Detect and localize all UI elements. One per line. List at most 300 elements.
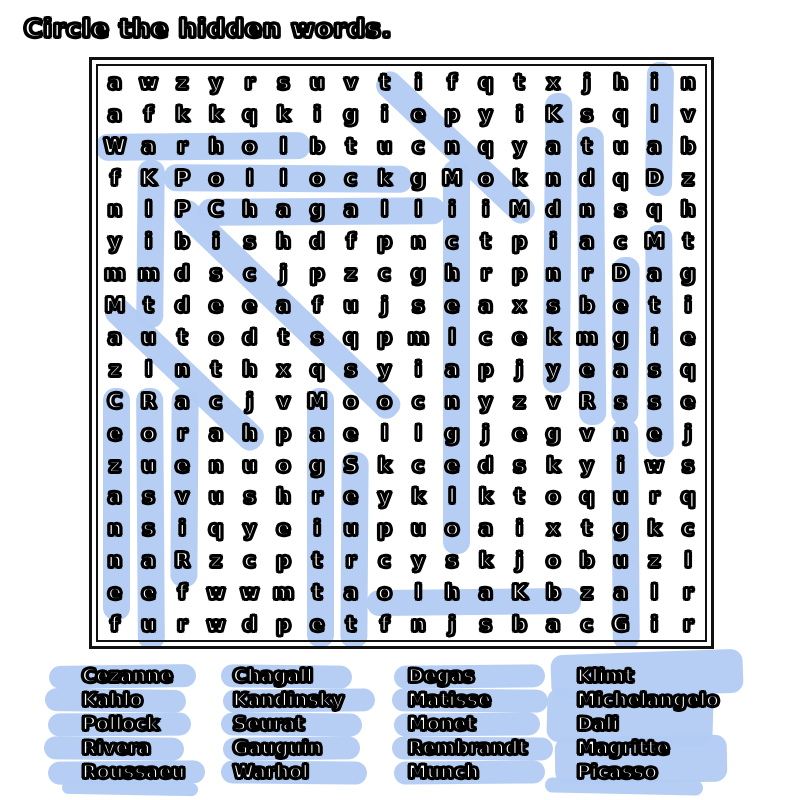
grid-cell[interactable]: e: [445, 293, 459, 318]
grid-cell[interactable]: e: [445, 452, 459, 477]
grid-cell[interactable]: u: [343, 293, 359, 318]
grid-cell[interactable]: v: [546, 388, 560, 413]
grid-cell[interactable]: t: [649, 293, 660, 318]
grid-cell[interactable]: t: [346, 612, 356, 637]
grid-cell[interactable]: g: [343, 101, 359, 126]
grid-cell[interactable]: o: [209, 325, 223, 350]
grid-cell[interactable]: s: [682, 452, 695, 477]
grid-cell[interactable]: n: [107, 548, 122, 573]
grid-cell[interactable]: s: [648, 388, 661, 413]
grid-cell[interactable]: e: [310, 612, 324, 637]
grid-cell[interactable]: t: [683, 229, 693, 254]
grid-cell[interactable]: u: [613, 133, 628, 158]
grid-cell[interactable]: l: [381, 197, 389, 222]
grid-cell[interactable]: d: [242, 325, 257, 350]
grid-cell[interactable]: M: [442, 165, 463, 190]
grid-cell[interactable]: R: [174, 548, 190, 573]
grid-cell[interactable]: u: [310, 69, 325, 94]
grid-cell[interactable]: a: [141, 548, 156, 573]
grid-cell[interactable]: l: [414, 197, 422, 222]
grid-cell[interactable]: c: [243, 261, 256, 286]
grid-cell[interactable]: e: [411, 101, 426, 126]
grid-cell[interactable]: u: [411, 516, 426, 541]
grid-cell[interactable]: M: [509, 197, 530, 222]
grid-cell[interactable]: t: [211, 356, 221, 381]
grid-cell[interactable]: a: [310, 420, 324, 445]
grid-cell[interactable]: v: [344, 69, 358, 94]
grid-cell[interactable]: P: [174, 197, 190, 222]
grid-cell[interactable]: i: [381, 101, 389, 126]
grid-cell[interactable]: t: [379, 69, 390, 94]
grid-cell[interactable]: y: [479, 101, 493, 126]
grid-cell[interactable]: o: [310, 165, 325, 190]
grid-cell[interactable]: h: [444, 261, 460, 286]
grid-cell[interactable]: K: [511, 580, 528, 605]
grid-cell[interactable]: j: [516, 356, 523, 381]
grid-cell[interactable]: i: [414, 356, 422, 381]
grid-cell[interactable]: t: [278, 325, 289, 350]
grid-cell[interactable]: a: [647, 261, 662, 286]
grid-cell[interactable]: s: [311, 325, 324, 350]
grid-cell[interactable]: M: [104, 293, 125, 318]
grid-cell[interactable]: l: [246, 165, 254, 190]
grid-cell[interactable]: z: [109, 356, 121, 381]
word-list-item[interactable]: Warhol: [233, 761, 309, 783]
grid-cell[interactable]: v: [580, 420, 594, 445]
grid-cell[interactable]: u: [141, 612, 156, 637]
grid-cell[interactable]: s: [243, 484, 256, 509]
grid-cell[interactable]: g: [411, 165, 426, 190]
grid-cell[interactable]: p: [478, 356, 493, 381]
grid-cell[interactable]: r: [582, 261, 592, 286]
grid-cell[interactable]: s: [142, 484, 155, 509]
grid-cell[interactable]: p: [512, 261, 527, 286]
grid-cell[interactable]: i: [482, 197, 490, 222]
word-list-item[interactable]: Kahlo: [82, 689, 143, 711]
grid-cell[interactable]: o: [377, 388, 392, 413]
grid-cell[interactable]: n: [208, 452, 224, 477]
grid-cell[interactable]: o: [546, 484, 561, 509]
grid-cell[interactable]: t: [514, 484, 525, 509]
grid-cell[interactable]: D: [646, 165, 663, 190]
grid-cell[interactable]: b: [579, 548, 595, 573]
grid-cell[interactable]: t: [582, 516, 592, 541]
grid-cell[interactable]: m: [407, 325, 429, 350]
grid-cell[interactable]: h: [242, 197, 257, 222]
word-list-item[interactable]: Picasso: [577, 761, 658, 783]
grid-cell[interactable]: k: [647, 516, 662, 541]
grid-cell[interactable]: u: [242, 452, 257, 477]
grid-cell[interactable]: f: [346, 229, 356, 254]
grid-cell[interactable]: i: [516, 516, 523, 541]
grid-cell[interactable]: l: [280, 133, 287, 158]
grid-cell[interactable]: y: [108, 229, 122, 254]
grid-cell[interactable]: q: [647, 197, 662, 222]
grid-cell[interactable]: l: [684, 548, 692, 573]
grid-cell[interactable]: a: [344, 580, 358, 605]
grid-cell[interactable]: x: [546, 69, 560, 94]
word-list-item[interactable]: Munch: [408, 761, 479, 783]
grid-cell[interactable]: s: [513, 452, 526, 477]
word-list-item[interactable]: Seurat: [233, 713, 305, 735]
grid-cell[interactable]: d: [546, 197, 561, 222]
grid-cell[interactable]: c: [378, 261, 391, 286]
word-list-item[interactable]: Chagall: [233, 665, 313, 687]
grid-cell[interactable]: l: [414, 420, 422, 445]
grid-cell[interactable]: c: [581, 612, 593, 637]
grid-cell[interactable]: a: [108, 325, 122, 350]
word-list-item[interactable]: Rivera: [82, 737, 151, 759]
grid-cell[interactable]: l: [381, 420, 389, 445]
grid-cell[interactable]: h: [276, 229, 291, 254]
word-list-item[interactable]: Michelangelo: [577, 689, 720, 711]
grid-cell[interactable]: a: [344, 197, 358, 222]
grid-cell[interactable]: n: [613, 420, 628, 445]
grid-cell[interactable]: i: [145, 229, 152, 254]
grid-cell[interactable]: y: [378, 356, 392, 381]
grid-cell[interactable]: i: [549, 229, 557, 254]
grid-cell[interactable]: n: [546, 165, 561, 190]
grid-cell[interactable]: i: [650, 612, 658, 637]
grid-cell[interactable]: z: [210, 548, 222, 573]
grid-cell[interactable]: k: [546, 325, 560, 350]
grid-cell[interactable]: q: [613, 101, 628, 126]
grid-cell[interactable]: n: [107, 516, 122, 541]
grid-cell[interactable]: r: [312, 484, 323, 509]
grid-cell[interactable]: f: [177, 580, 187, 605]
grid-cell[interactable]: q: [208, 516, 224, 541]
grid-cell[interactable]: y: [411, 548, 425, 573]
grid-cell[interactable]: w: [645, 452, 664, 477]
grid-cell[interactable]: s: [614, 388, 627, 413]
grid-cell[interactable]: d: [242, 612, 257, 637]
grid-cell[interactable]: i: [448, 197, 456, 222]
grid-cell[interactable]: c: [210, 388, 222, 413]
grid-cell[interactable]: s: [344, 356, 357, 381]
grid-cell[interactable]: n: [411, 229, 426, 254]
word-list-item[interactable]: Roussaeu: [82, 761, 186, 783]
grid-cell[interactable]: s: [581, 101, 593, 126]
word-list-item[interactable]: Kandinsky: [233, 689, 345, 711]
grid-cell[interactable]: z: [648, 548, 661, 573]
grid-cell[interactable]: g: [546, 420, 561, 445]
grid-cell[interactable]: u: [141, 325, 156, 350]
grid-cell[interactable]: C: [107, 388, 123, 413]
grid-cell[interactable]: z: [682, 165, 694, 190]
grid-cell[interactable]: e: [242, 293, 257, 318]
grid-cell[interactable]: o: [377, 580, 392, 605]
grid-cell[interactable]: n: [411, 612, 426, 637]
grid-cell[interactable]: f: [110, 165, 120, 190]
grid-cell[interactable]: e: [276, 516, 291, 541]
grid-cell[interactable]: i: [650, 69, 658, 94]
grid-cell[interactable]: t: [481, 229, 491, 254]
grid-cell[interactable]: y: [512, 133, 527, 158]
grid-cell[interactable]: h: [613, 69, 628, 94]
grid-cell[interactable]: b: [680, 133, 696, 158]
grid-cell[interactable]: g: [411, 261, 426, 286]
grid-cell[interactable]: l: [145, 356, 152, 381]
grid-cell[interactable]: q: [343, 325, 359, 350]
grid-cell[interactable]: o: [209, 165, 223, 190]
grid-cell[interactable]: e: [580, 356, 594, 381]
grid-cell[interactable]: k: [377, 165, 392, 190]
grid-cell[interactable]: c: [682, 516, 695, 541]
grid-cell[interactable]: i: [617, 452, 625, 477]
grid-cell[interactable]: s: [446, 548, 459, 573]
grid-cell[interactable]: g: [310, 197, 325, 222]
grid-cell[interactable]: a: [141, 133, 156, 158]
grid-cell[interactable]: i: [313, 101, 321, 126]
grid-cell[interactable]: k: [546, 452, 560, 477]
grid-cell[interactable]: g: [613, 325, 628, 350]
grid-cell[interactable]: o: [478, 165, 493, 190]
grid-cell[interactable]: j: [516, 548, 523, 573]
grid-cell[interactable]: r: [649, 484, 660, 509]
grid-cell[interactable]: a: [479, 293, 493, 318]
grid-cell[interactable]: K: [140, 165, 157, 190]
grid-cell[interactable]: f: [312, 293, 322, 318]
grid-cell[interactable]: K: [545, 101, 561, 126]
grid-cell[interactable]: h: [242, 356, 257, 381]
grid-cell[interactable]: e: [512, 325, 527, 350]
grid-cell[interactable]: r: [244, 69, 255, 94]
grid-cell[interactable]: s: [479, 612, 492, 637]
grid-cell[interactable]: t: [143, 293, 154, 318]
grid-cell[interactable]: i: [212, 229, 220, 254]
grid-cell[interactable]: a: [108, 69, 122, 94]
grid-cell[interactable]: t: [312, 548, 322, 573]
grid-cell[interactable]: p: [512, 229, 527, 254]
grid-cell[interactable]: l: [650, 580, 658, 605]
word-list-item[interactable]: Klimt: [577, 665, 634, 687]
grid-cell[interactable]: d: [175, 293, 190, 318]
grid-cell[interactable]: p: [444, 101, 460, 126]
grid-cell[interactable]: G: [612, 612, 629, 637]
grid-cell[interactable]: s: [648, 356, 661, 381]
grid-cell[interactable]: y: [209, 69, 223, 94]
grid-cell[interactable]: s: [614, 197, 627, 222]
grid-cell[interactable]: e: [681, 325, 695, 350]
grid-cell[interactable]: r: [177, 133, 188, 158]
word-list-item[interactable]: Gauguin: [233, 737, 323, 759]
word-list-item[interactable]: Cezanne: [82, 665, 173, 687]
grid-cell[interactable]: s: [412, 293, 425, 318]
grid-cell[interactable]: n: [444, 388, 460, 413]
grid-cell[interactable]: a: [546, 612, 560, 637]
grid-cell[interactable]: q: [478, 69, 493, 94]
word-list-item[interactable]: Monet: [408, 713, 476, 735]
grid-cell[interactable]: a: [580, 229, 594, 254]
grid-cell[interactable]: c: [243, 548, 256, 573]
grid-cell[interactable]: o: [276, 452, 291, 477]
grid-cell[interactable]: j: [482, 420, 490, 445]
grid-cell[interactable]: e: [141, 580, 156, 605]
grid-cell[interactable]: l: [650, 101, 658, 126]
grid-cell[interactable]: b: [546, 580, 561, 605]
grid-cell[interactable]: n: [579, 197, 595, 222]
grid-cell[interactable]: a: [613, 580, 628, 605]
grid-cell[interactable]: b: [512, 612, 527, 637]
word-search-grid[interactable]: [89, 57, 714, 649]
grid-cell[interactable]: t: [582, 133, 592, 158]
grid-cell[interactable]: g: [444, 420, 460, 445]
grid-cell[interactable]: M: [644, 229, 665, 254]
grid-cell[interactable]: x: [513, 293, 526, 318]
word-list-item[interactable]: Magritte: [577, 737, 670, 759]
grid-cell[interactable]: o: [445, 516, 459, 541]
grid-cell[interactable]: c: [412, 133, 425, 158]
grid-cell[interactable]: D: [612, 261, 629, 286]
grid-cell[interactable]: h: [242, 420, 257, 445]
grid-cell[interactable]: z: [581, 580, 593, 605]
grid-cell[interactable]: e: [175, 452, 190, 477]
grid-cell[interactable]: e: [512, 420, 527, 445]
grid-cell[interactable]: t: [346, 133, 356, 158]
grid-cell[interactable]: j: [381, 293, 389, 318]
grid-cell[interactable]: l: [414, 580, 422, 605]
grid-cell[interactable]: y: [378, 484, 392, 509]
grid-cell[interactable]: j: [246, 388, 254, 413]
grid-cell[interactable]: z: [345, 261, 357, 286]
grid-cell[interactable]: e: [647, 420, 662, 445]
grid-cell[interactable]: k: [175, 101, 189, 126]
grid-cell[interactable]: S: [343, 452, 359, 477]
grid-cell[interactable]: f: [110, 612, 120, 637]
grid-cell[interactable]: d: [478, 452, 493, 477]
grid-cell[interactable]: s: [243, 229, 256, 254]
grid-cell[interactable]: f: [144, 101, 153, 126]
grid-cell[interactable]: e: [344, 420, 358, 445]
word-list-item[interactable]: Rembrandt: [408, 737, 528, 759]
grid-cell[interactable]: p: [377, 229, 392, 254]
grid-cell[interactable]: f: [447, 69, 457, 94]
grid-cell[interactable]: j: [280, 261, 287, 286]
grid-cell[interactable]: p: [310, 261, 325, 286]
grid-cell[interactable]: l: [448, 325, 456, 350]
word-list-item[interactable]: Dali: [577, 713, 619, 735]
grid-cell[interactable]: n: [681, 69, 696, 94]
grid-cell[interactable]: n: [175, 356, 190, 381]
grid-cell[interactable]: a: [175, 388, 190, 413]
grid-cell[interactable]: r: [480, 261, 491, 286]
grid-cell[interactable]: l: [145, 197, 152, 222]
grid-cell[interactable]: u: [613, 484, 628, 509]
grid-cell[interactable]: h: [681, 197, 696, 222]
grid-cell[interactable]: b: [579, 293, 595, 318]
grid-cell[interactable]: c: [479, 325, 492, 350]
grid-cell[interactable]: s: [142, 516, 155, 541]
grid-cell[interactable]: w: [240, 580, 259, 605]
grid-cell[interactable]: o: [141, 420, 156, 445]
grid-cell[interactable]: y: [243, 516, 257, 541]
grid-cell[interactable]: e: [681, 388, 695, 413]
grid-cell[interactable]: u: [613, 548, 628, 573]
grid-cell[interactable]: C: [208, 197, 224, 222]
grid-cell[interactable]: l: [280, 165, 287, 190]
grid-cell[interactable]: w: [139, 69, 158, 94]
grid-cell[interactable]: M: [307, 388, 328, 413]
grid-cell[interactable]: k: [209, 101, 223, 126]
grid-cell[interactable]: k: [512, 165, 527, 190]
grid-cell[interactable]: i: [414, 69, 422, 94]
grid-cell[interactable]: W: [103, 133, 126, 158]
grid-cell[interactable]: a: [276, 293, 291, 318]
grid-cell[interactable]: r: [177, 420, 188, 445]
grid-cell[interactable]: d: [310, 229, 325, 254]
grid-cell[interactable]: i: [684, 293, 692, 318]
grid-cell[interactable]: a: [209, 420, 223, 445]
grid-cell[interactable]: a: [479, 516, 493, 541]
grid-cell[interactable]: f: [380, 612, 389, 637]
grid-cell[interactable]: g: [613, 516, 628, 541]
grid-cell[interactable]: o: [546, 548, 561, 573]
grid-cell[interactable]: P: [174, 165, 190, 190]
grid-cell[interactable]: y: [580, 452, 594, 477]
grid-cell[interactable]: n: [546, 261, 561, 286]
grid-cell[interactable]: t: [177, 325, 188, 350]
grid-cell[interactable]: m: [273, 580, 294, 605]
grid-cell[interactable]: o: [344, 388, 358, 413]
grid-cell[interactable]: m: [138, 261, 159, 286]
grid-cell[interactable]: c: [378, 548, 391, 573]
grid-cell[interactable]: c: [412, 388, 425, 413]
grid-cell[interactable]: i: [516, 101, 523, 126]
grid-cell[interactable]: d: [175, 261, 190, 286]
grid-cell[interactable]: s: [277, 69, 290, 94]
grid-cell[interactable]: u: [208, 484, 224, 509]
grid-cell[interactable]: q: [478, 133, 493, 158]
grid-cell[interactable]: i: [178, 516, 186, 541]
grid-cell[interactable]: e: [108, 420, 122, 445]
grid-cell[interactable]: p: [276, 420, 291, 445]
grid-cell[interactable]: w: [206, 580, 226, 605]
grid-cell[interactable]: p: [276, 612, 291, 637]
grid-cell[interactable]: v: [276, 388, 290, 413]
grid-cell[interactable]: j: [448, 612, 456, 637]
grid-cell[interactable]: z: [513, 388, 526, 413]
grid-cell[interactable]: r: [177, 612, 188, 637]
grid-cell[interactable]: o: [242, 133, 257, 158]
grid-cell[interactable]: d: [579, 165, 595, 190]
grid-cell[interactable]: p: [377, 516, 392, 541]
grid-cell[interactable]: v: [681, 101, 695, 126]
grid-cell[interactable]: a: [613, 356, 628, 381]
grid-cell[interactable]: m: [576, 325, 598, 350]
grid-cell[interactable]: x: [546, 516, 560, 541]
word-list-item[interactable]: Degas: [408, 665, 475, 687]
grid-cell[interactable]: a: [445, 356, 459, 381]
grid-cell[interactable]: q: [242, 101, 257, 126]
grid-cell[interactable]: k: [377, 452, 392, 477]
word-list-item[interactable]: Pollock: [82, 713, 159, 735]
grid-cell[interactable]: R: [579, 388, 595, 413]
grid-cell[interactable]: q: [579, 484, 595, 509]
grid-cell[interactable]: p: [276, 548, 291, 573]
grid-cell[interactable]: k: [479, 484, 493, 509]
grid-cell[interactable]: n: [107, 197, 122, 222]
grid-cell[interactable]: g: [310, 452, 325, 477]
grid-cell[interactable]: i: [313, 516, 321, 541]
grid-cell[interactable]: p: [377, 325, 392, 350]
grid-cell[interactable]: s: [547, 293, 560, 318]
grid-cell[interactable]: b: [310, 133, 325, 158]
grid-cell[interactable]: a: [647, 133, 662, 158]
grid-cell[interactable]: c: [412, 452, 425, 477]
grid-cell[interactable]: q: [680, 356, 696, 381]
grid-cell[interactable]: k: [276, 101, 291, 126]
grid-cell[interactable]: e: [108, 580, 122, 605]
